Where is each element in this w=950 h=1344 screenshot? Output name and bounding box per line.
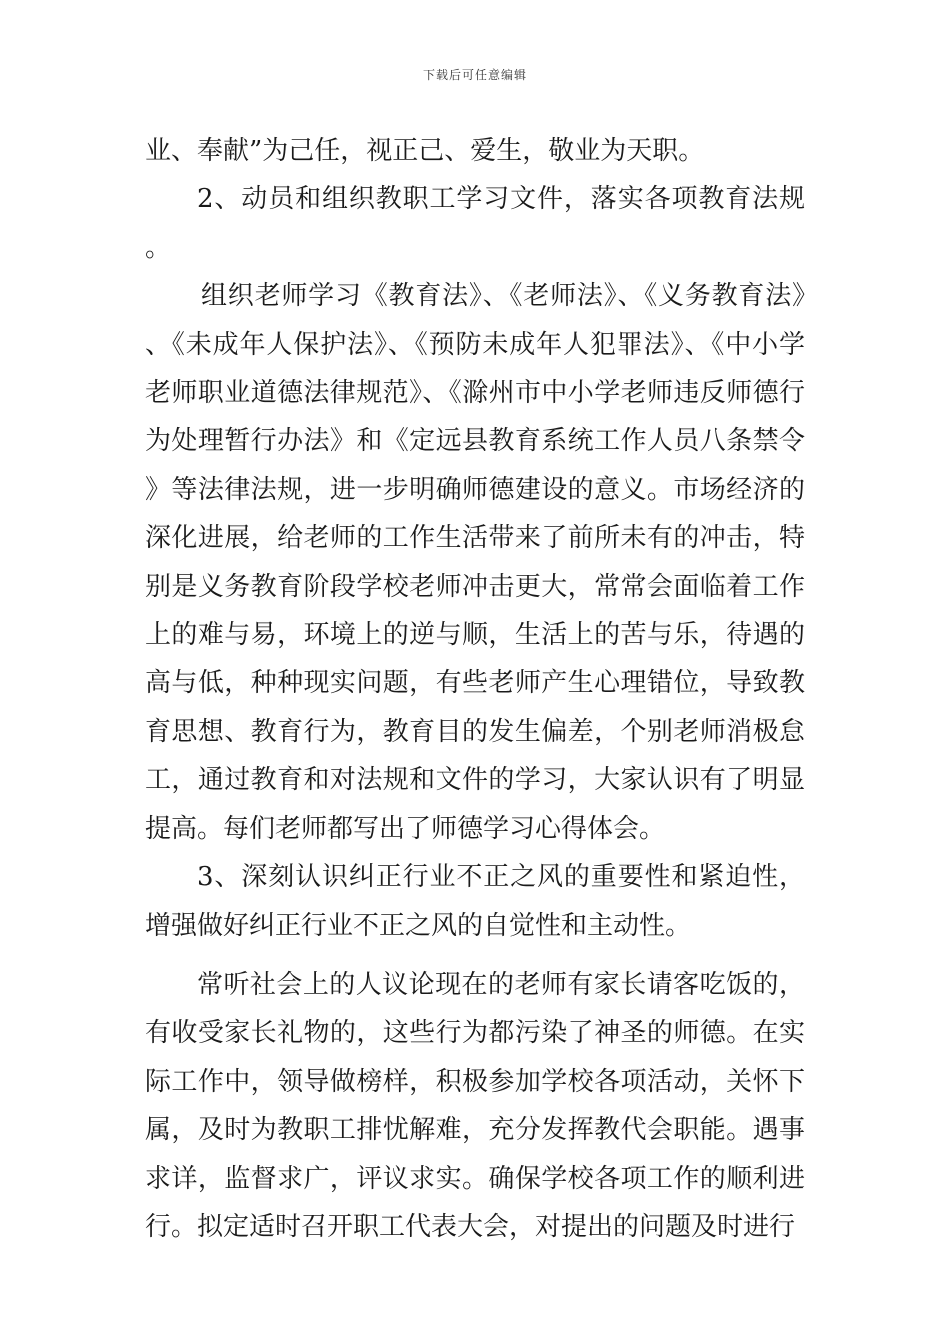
document-body (145, 127, 805, 1251)
page-header-note: 下载后可任意编辑 (422, 68, 527, 82)
paragraph-law-study: 组织老师学习《教育法》、《老师法》、《义务教育法》、《未成年人保护法》、《预防未成年人犯罪法》、《中小学老师职业道德法律规范》、《滁州市中小学老师违反师德行为处理暂行办法》和《定远县教育系统工作人员八条禁令》等法律法规，进一步明确师德建设的意义。市场经济的深化进展，给老师的工作生活带来了前所未有的冲击，特别是义务教育阶段学校老师冲击更大，常常会面临着工作上的难与易，环境上的逆与顺，生活上的苦与乐，待遇的高与低，种种现实问题，有些老师产生心理错位，导致教育思想、教育行为，教育目的发生偏差，个别老师消极怠工，通过教育和对法规和文件的学习，大家认识有了明显提高。每们老师都写出了师德学习心得体会。 (145, 281, 805, 844)
paragraph-continuation: 业、奉献”为己任，视正己、爱生，敬业为天职。 (145, 136, 705, 166)
paragraph-item-2-heading: 2、动员和组织教职工学习文件，落实各项教育法规。 (145, 184, 805, 263)
paragraph-social-commentary: 常听社会上的人议论现在的老师有家长请客吃饭的，有收受家长礼物的，这些行为都污染了神圣的师德。在实际工作中，领导做榜样，积极参加学校各项活动，关怀下属，及时为教职工排忧解难，充分发挥教代会职能。遇事求详，监督求广，评议求实。确保学校各项工作的顺利进行。拟定适时召开职工代表大会，对提出的问题及时进行 (145, 969, 805, 1242)
paragraph-item-3-heading: 3、深刻认识纠正行业不正之风的重要性和紧迫性，增强做好纠正行业不正之风的自觉性和主动性。 (145, 862, 805, 941)
